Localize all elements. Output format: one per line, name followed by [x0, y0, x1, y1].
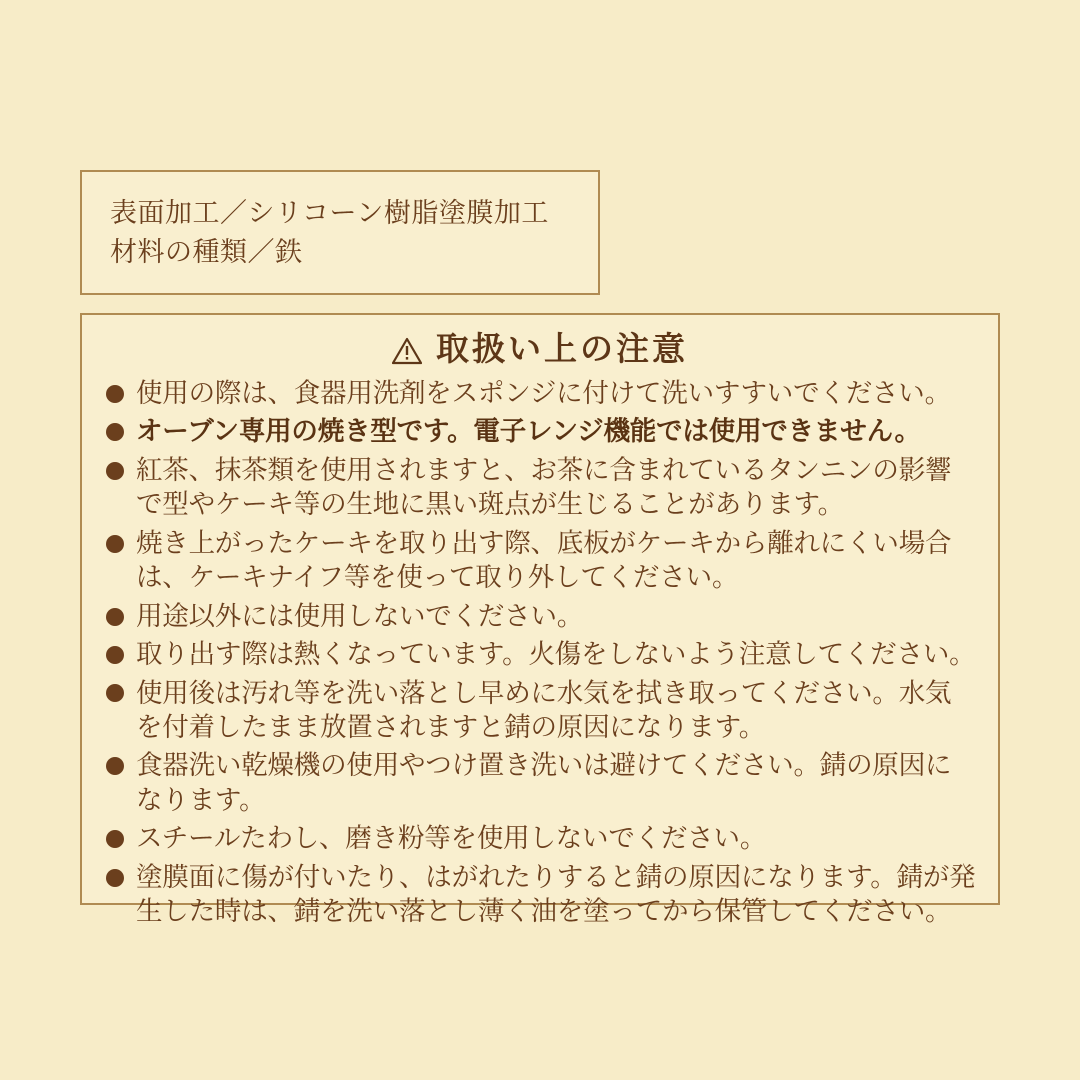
caution-item-text: 取り出す際は熱くなっています。火傷をしないよう注意してください。: [136, 639, 976, 671]
caution-list: [82, 377, 998, 930]
spec-line-surface-finish: 表面加工／シリコーン樹脂塗膜加工: [110, 198, 549, 229]
caution-item: [106, 377, 976, 411]
caution-item: [106, 600, 976, 634]
caution-item: [106, 454, 976, 523]
caution-item-text: 塗膜面に傷が付いたり、はがれたりすると錆の原因になります。錆が発生した時は、錆を洗い落とし薄く油を塗ってから保管してください。: [136, 861, 976, 928]
caution-box: [80, 313, 1000, 928]
specification-box: [80, 170, 600, 295]
bullet-icon: [106, 462, 124, 480]
caution-item: [106, 822, 976, 856]
caution-item-text: スチールたわし、磨き粉等を使用しないでください。: [136, 823, 767, 855]
caution-item-text: 焼き上がったケーキを取り出す際、底板がケーキから離れにくい場合は、ケーキナイフ等を使って取り外してください。: [136, 527, 952, 594]
caution-item: [106, 861, 976, 930]
bullet-icon: [106, 646, 124, 664]
warning-triangle-icon: [392, 334, 422, 362]
bullet-icon: [106, 385, 124, 403]
caution-item: [106, 749, 976, 818]
caution-item-text: 用途以外には使用しないでください。: [136, 600, 584, 632]
caution-item-text: オーブン専用の焼き型です。電子レンジ機能では使用できません。: [136, 416, 921, 448]
caution-item: [106, 527, 976, 596]
caution-title: 取扱い上の注意: [436, 328, 688, 368]
caution-header: [82, 315, 998, 377]
spec-line-material-type: 材料の種類／鉄: [110, 237, 303, 269]
bullet-icon: [106, 608, 124, 626]
caution-item: [106, 677, 976, 746]
bullet-icon: [106, 684, 124, 702]
caution-item: [106, 415, 976, 449]
caution-item-text: 使用後は汚れ等を洗い落とし早めに水気を拭き取ってください。水気を付着したまま放置されますと錆の原因になります。: [136, 677, 952, 743]
caution-item-text: 使用の際は、食器用洗剤をスポンジに付けて洗いすすいでください。: [136, 378, 951, 409]
bullet-icon: [106, 535, 124, 553]
bullet-icon: [106, 423, 124, 441]
bullet-icon: [106, 869, 124, 887]
caution-item: [106, 638, 976, 672]
caution-item-text: 紅茶、抹茶類を使用されますと、お茶に含まれているタンニンの影響で型やケーキ等の生地に黒い斑点が生じることがあります。: [136, 454, 952, 521]
bullet-icon: [106, 757, 124, 775]
bullet-icon: [106, 830, 124, 848]
caution-item-text: 食器洗い乾燥機の使用やつけ置き洗いは避けてください。錆の原因になります。: [136, 750, 952, 816]
